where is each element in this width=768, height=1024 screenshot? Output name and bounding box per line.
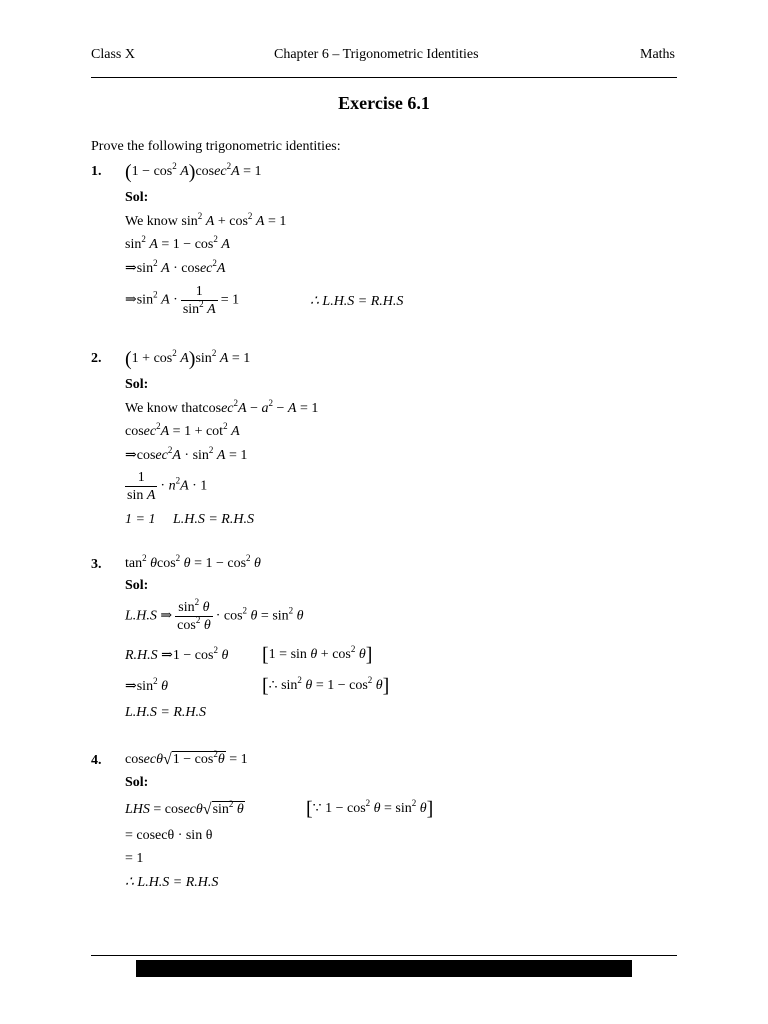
- solution-line: $\frac{1}{\text{sin A}}$ · $n^2A \cdot 1$: [127, 470, 208, 503]
- intro-text: Prove the following trigonometric identities:: [91, 139, 341, 154]
- sol-label: Sol:: [125, 578, 149, 593]
- problem-statement: $(1 + \cos^2 A)\sin^2$ A = 1: [125, 348, 251, 370]
- solution-line: L.H.S ⇒ $\frac{\sin^2 \theta}{\cos^2 \theta}$ · $\cos^2 \theta = \sin^2 \theta$: [125, 597, 304, 633]
- solution-line: $\sin^2 A = 1 - \cos^2 A$: [125, 234, 230, 252]
- sol-label: Sol:: [125, 377, 149, 392]
- bracket-note: [∴ $\sin^2 \theta = 1 - \cos^2 \theta$]: [262, 675, 390, 697]
- header-chapter: Chapter 6 – Trigonometric Identities: [274, 47, 479, 62]
- bracket-note: [∵ $1 - \cos^2 \theta = \sin^2 \theta$]: [306, 798, 434, 820]
- conclusion-text: 1 = 1 L.H.S = R.H.S: [125, 512, 254, 527]
- solution-line: ⇒cosec$^2$A · $\sin^2 A = 1$: [125, 445, 248, 463]
- solution-line: We know thatcosec$^2$A − $a^2 - A = 1$: [125, 398, 319, 416]
- solution-line: We know $\sin^2 A + \cos^2 A = 1$: [125, 211, 287, 229]
- we-know-text: We know that: [125, 401, 203, 416]
- solution-line: = 1: [125, 851, 144, 866]
- lhs-label: LHS: [125, 802, 150, 817]
- solution-line: LHS = $cosec\theta√\sin^2$ θ: [125, 799, 244, 818]
- solution-line: $cosec^2A = 1 + \cot^2 A$: [125, 421, 240, 439]
- we-know-text: We know: [125, 214, 178, 229]
- header-subject: Maths: [640, 47, 675, 62]
- lhs-label: L.H.S: [125, 608, 157, 624]
- header-class: Class X: [91, 47, 135, 62]
- solution-line: R.H.S ⇒1 − $\cos^2 \theta$: [125, 645, 229, 663]
- problem-number: 2.: [91, 351, 102, 366]
- sol-label: Sol:: [125, 190, 149, 205]
- problem-number: 3.: [91, 557, 102, 572]
- problem-statement: $cosec\theta√1 - \cos^2\theta = 1$: [125, 749, 248, 768]
- conclusion-text: L.H.S = R.H.S: [125, 705, 207, 720]
- conclusion-text: ∴ L.H.S = R.H.S: [310, 294, 404, 309]
- solution-line: $\Rightarrow\sin^2$ A · cosec$^2$A: [125, 258, 226, 276]
- problem-statement: $(1 - \cos^2 A)cosec^2A = 1$: [125, 161, 262, 183]
- solution-line: = cosecθ · sin θ: [125, 828, 213, 843]
- problem-number: 1.: [91, 164, 102, 179]
- solution-line: $\Rightarrow\sin^2$ θ: [125, 676, 168, 694]
- header-rule: [91, 77, 677, 78]
- fraction: $\frac{1}{\sin^2 A}$: [182, 284, 216, 317]
- page-title: Exercise 6.1: [338, 93, 430, 113]
- bracket-note: $[1 = \sin \theta + \cos^2 \theta]$: [262, 644, 373, 666]
- footer-bar: [136, 960, 632, 977]
- fraction: $\frac{1}{\text{sin A}}$: [127, 470, 156, 503]
- fraction: $\frac{\sin^2 \theta}{\cos^2 \theta}$: [177, 597, 211, 633]
- footer-rule: [91, 955, 677, 956]
- problem-statement: $\tan^2 \theta\cos^2$ $\theta = 1 - \cos^2 \theta$: [125, 553, 261, 571]
- conclusion-text: ∴ L.H.S = R.H.S: [125, 875, 219, 890]
- rhs-label: R.H.S: [125, 648, 158, 663]
- sol-label: Sol:: [125, 775, 149, 790]
- solution-line: $\Rightarrow\sin^2$ A · $\frac{1}{\sin^2 A}$ = 1: [125, 284, 240, 317]
- problem-number: 4.: [91, 753, 102, 768]
